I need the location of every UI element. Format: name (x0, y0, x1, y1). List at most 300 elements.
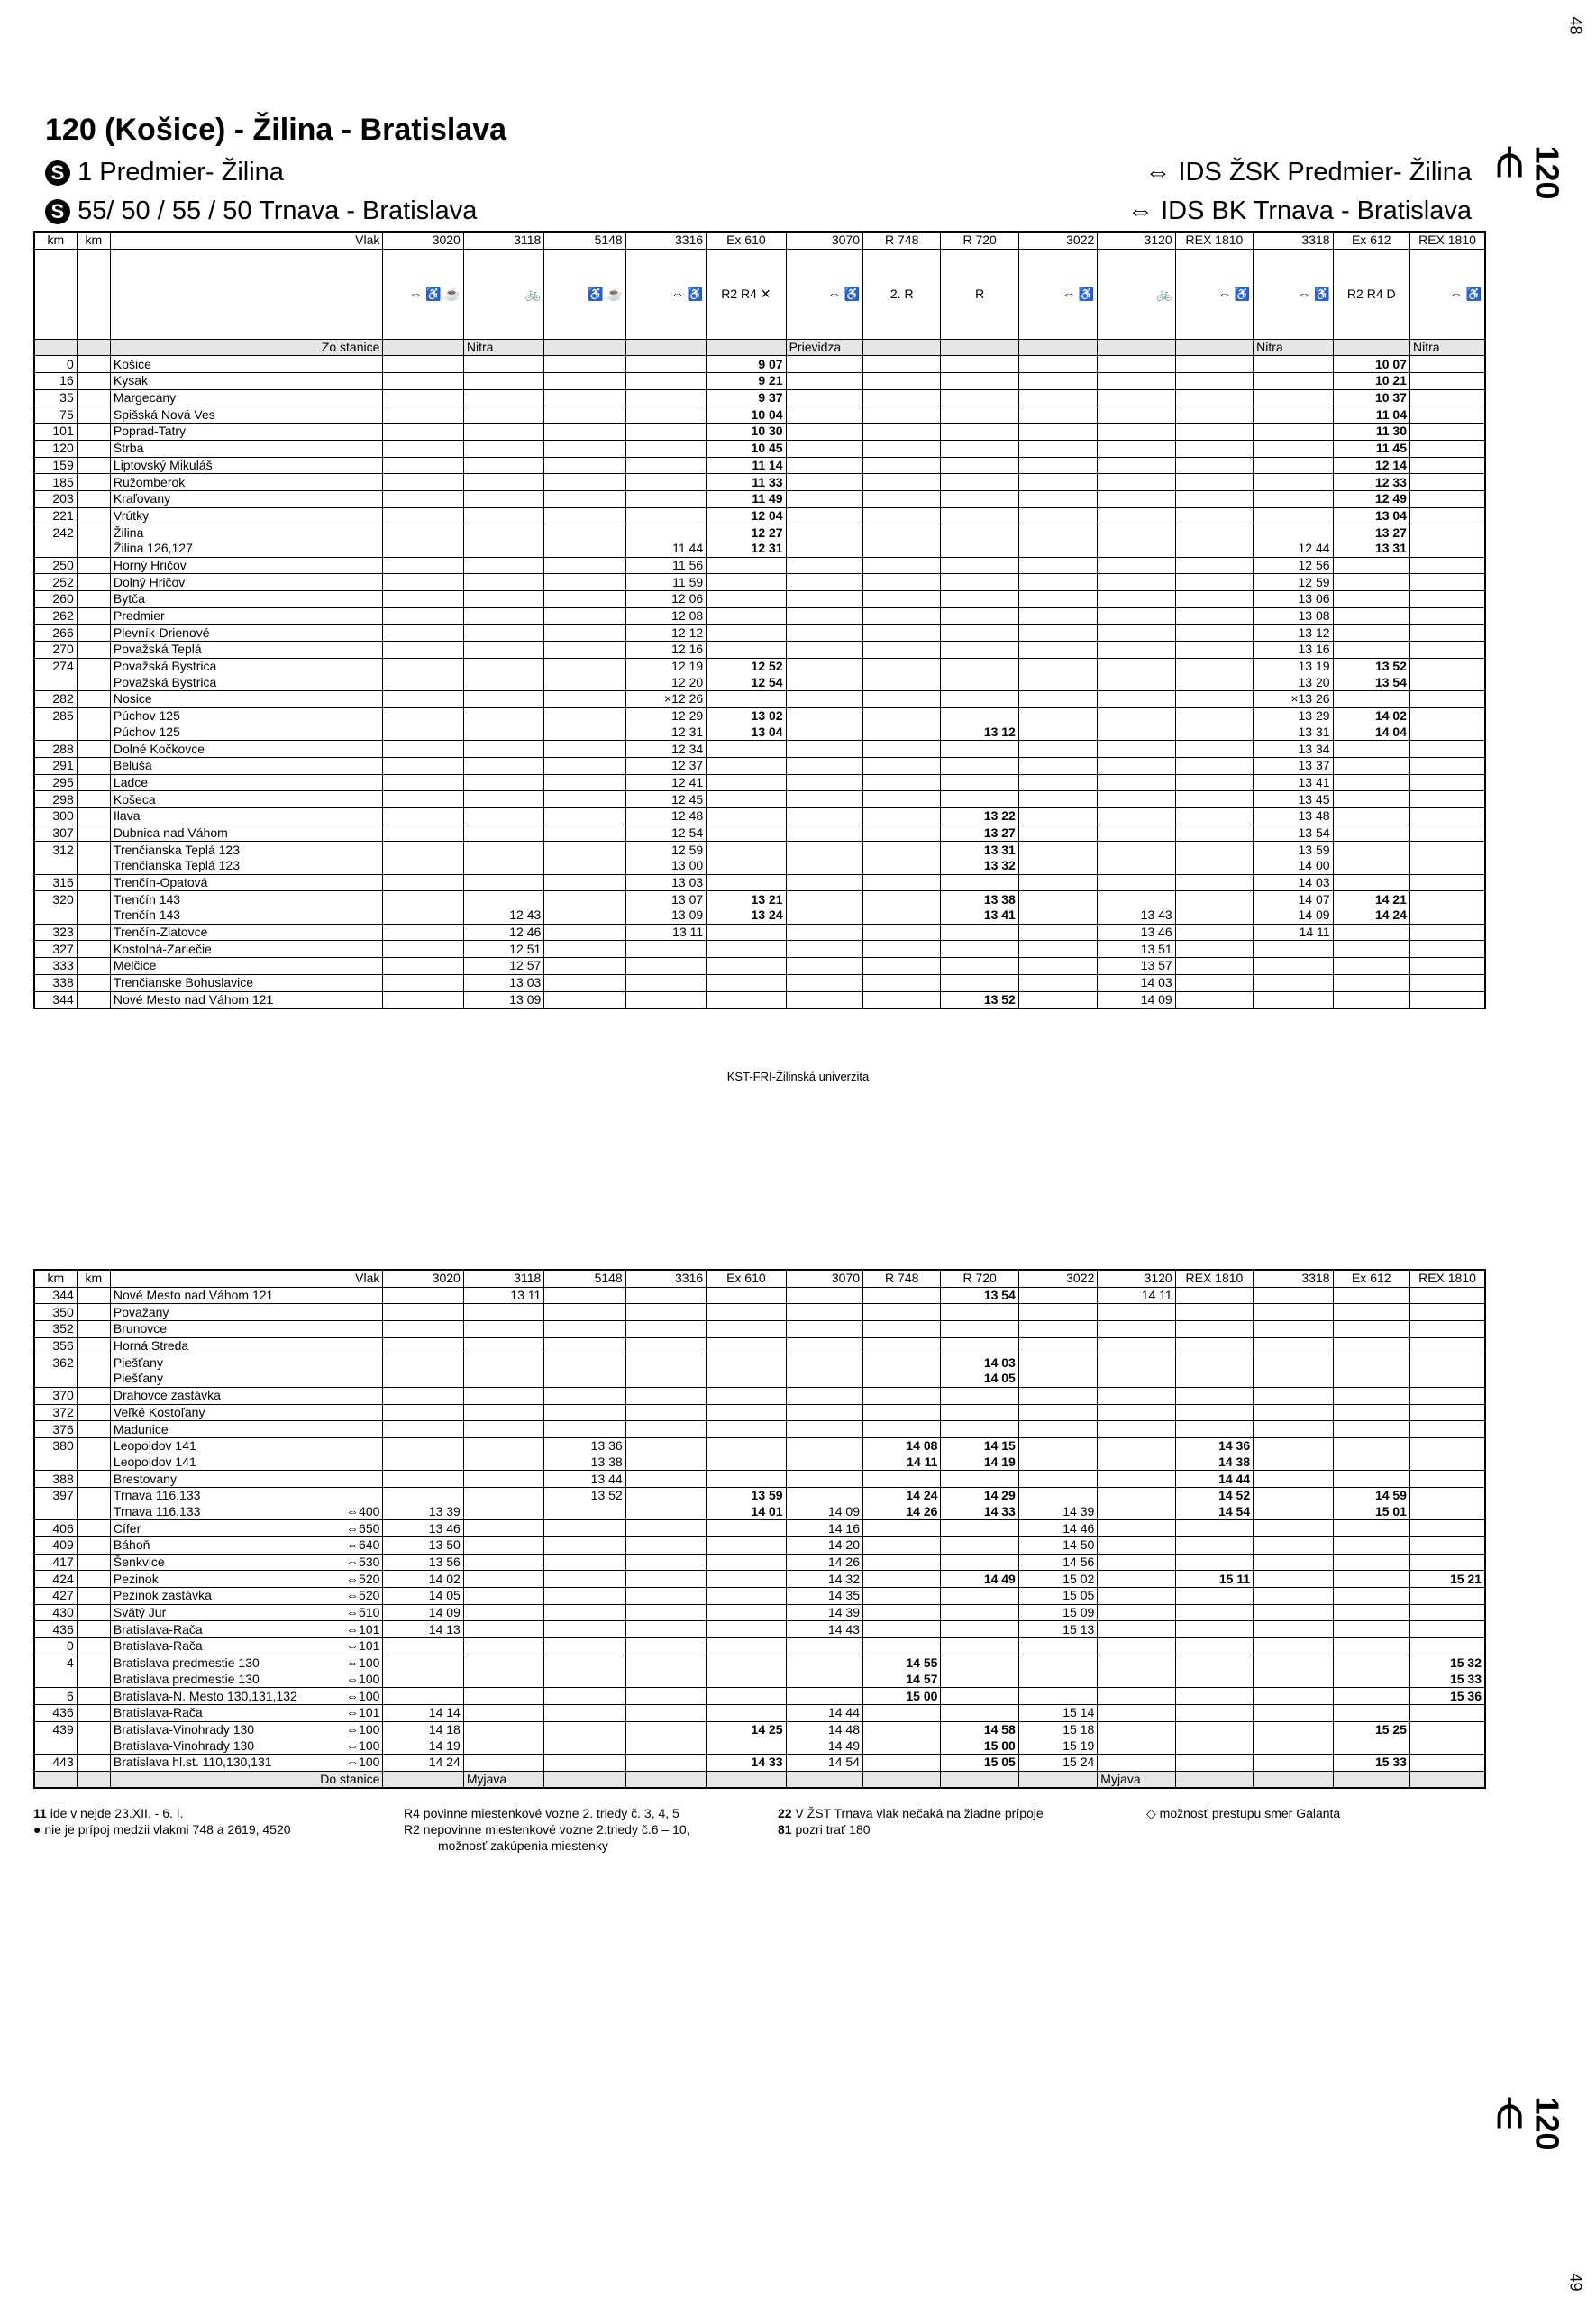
time-cell (383, 474, 463, 491)
time-cell (863, 891, 941, 907)
time-cell: 14 44 (786, 1704, 862, 1721)
station-name (110, 1321, 383, 1338)
station-label: Bratislava-N. Mesto 130,131,132 (113, 1688, 297, 1703)
time-cell (863, 440, 941, 457)
station-label: Púchov 125 (113, 724, 180, 739)
time-cell: 12 48 (625, 807, 706, 825)
station-label: Šenkvice (113, 1555, 165, 1570)
time-cell (1409, 807, 1485, 825)
time-cell (1333, 1737, 1409, 1754)
time-cell (463, 1604, 543, 1621)
time-cell (1098, 1321, 1175, 1338)
table-row (34, 1621, 1485, 1638)
time-cell (383, 757, 463, 774)
time-cell (1018, 1404, 1097, 1421)
time-cell (1098, 607, 1175, 625)
time-cell: 13 44 (544, 1471, 625, 1488)
ids-code: ⇔100 (346, 1755, 380, 1770)
time-cell: 11 44 (625, 541, 706, 557)
time-cell: 15 25 (1333, 1721, 1409, 1737)
time-cell (941, 1421, 1018, 1438)
time-cell (544, 524, 625, 541)
time-cell (383, 974, 463, 991)
time-cell: 14 09 (383, 1604, 463, 1621)
station-name (110, 1287, 383, 1304)
time-cell (786, 474, 862, 491)
time-cell (707, 858, 786, 874)
time-cell (941, 457, 1018, 474)
ids-code: ⇔400 (346, 1503, 380, 1518)
time-cell (544, 958, 625, 975)
time-cell (863, 874, 941, 891)
km-cell: 409 (34, 1537, 77, 1555)
time-cell (544, 691, 625, 708)
time-cell: 15 24 (1018, 1754, 1097, 1771)
time-cell (463, 1737, 543, 1754)
time-cell (1333, 807, 1409, 825)
time-cell (1409, 907, 1485, 924)
time-cell (383, 1437, 463, 1454)
time-cell (625, 356, 706, 373)
header-cell: Vlak (110, 1270, 383, 1287)
time-cell (786, 842, 862, 858)
table-row (34, 373, 1485, 390)
time-cell: 13 41 (1254, 774, 1333, 791)
time-cell (463, 1471, 543, 1488)
time-cell: 13 31 (1254, 725, 1333, 741)
station-label: Kysak (113, 373, 149, 388)
station-label: Trenčín-Opatová (113, 875, 208, 890)
table-row (34, 858, 1485, 874)
time-cell: 14 20 (786, 1537, 862, 1555)
time-cell (863, 958, 941, 975)
ids-code: ⇔510 (346, 1605, 380, 1620)
time-cell: 14 32 (786, 1571, 862, 1588)
time-cell (1018, 356, 1097, 373)
time-cell (463, 874, 543, 891)
time-cell (383, 1471, 463, 1488)
time-cell (1254, 1638, 1333, 1655)
time-cell (1333, 607, 1409, 625)
time-cell (625, 1655, 706, 1671)
time-cell (463, 774, 543, 791)
time-cell (1018, 991, 1097, 1008)
km-cell-2 (77, 507, 110, 524)
time-cell (1409, 507, 1485, 524)
time-cell (1333, 642, 1409, 659)
time-cell (463, 1421, 543, 1438)
station-name (110, 691, 383, 708)
table-row (34, 1287, 1485, 1304)
km-cell: 221 (34, 507, 77, 524)
time-cell (1098, 1604, 1175, 1621)
km-cell: 266 (34, 625, 77, 642)
time-cell (707, 974, 786, 991)
time-cell (1018, 1437, 1097, 1454)
km-cell: 285 (34, 707, 77, 724)
station-name (110, 1638, 383, 1655)
time-cell: 13 07 (625, 891, 706, 907)
time-cell (1098, 356, 1175, 373)
time-cell (863, 524, 941, 541)
time-cell (544, 557, 625, 574)
km-cell: 0 (34, 1638, 77, 1655)
station-name (110, 1754, 383, 1771)
km-cell: 352 (34, 1321, 77, 1338)
km-cell (34, 1504, 77, 1520)
time-cell (625, 1487, 706, 1503)
time-cell (1098, 1721, 1175, 1737)
km-cell-2 (77, 1688, 110, 1705)
km-cell-2 (77, 1321, 110, 1338)
time-cell: 12 49 (1333, 490, 1409, 507)
time-cell (544, 457, 625, 474)
time-cell (786, 406, 862, 424)
time-cell: 14 16 (786, 1520, 862, 1537)
time-cell: 14 08 (863, 1437, 941, 1454)
time-cell (463, 524, 543, 541)
station-name (110, 490, 383, 507)
time-cell (1098, 557, 1175, 574)
time-cell (383, 858, 463, 874)
time-cell (383, 941, 463, 958)
table-row (34, 991, 1485, 1008)
table-row (34, 974, 1485, 991)
station-label: Bratislava-Vinohrady 130 (113, 1721, 255, 1737)
time-cell: 15 11 (1175, 1571, 1253, 1588)
table-row (34, 406, 1485, 424)
time-cell (941, 406, 1018, 424)
time-cell (1409, 1754, 1485, 1771)
header-cell: 3120 (1098, 232, 1175, 249)
time-cell: 12 31 (625, 725, 706, 741)
station-label: Piešťany (113, 1354, 163, 1370)
time-cell (1175, 1387, 1253, 1404)
km-cell (34, 858, 77, 874)
time-cell: 13 08 (1254, 607, 1333, 625)
time-cell (786, 707, 862, 724)
table-row (34, 642, 1485, 659)
time-cell (863, 907, 941, 924)
km-cell: 312 (34, 842, 77, 858)
table-row (34, 691, 1485, 708)
time-cell (863, 1304, 941, 1321)
time-cell (707, 1421, 786, 1438)
station-label: Horný Hričov (113, 557, 187, 572)
time-cell: 12 59 (1254, 574, 1333, 591)
time-cell (1409, 424, 1485, 441)
time-cell (863, 1537, 941, 1555)
time-cell (1175, 941, 1253, 958)
time-cell (625, 1337, 706, 1354)
time-cell (1409, 691, 1485, 708)
header-cell: Ex 610 (707, 1270, 786, 1287)
time-cell (1333, 874, 1409, 891)
time-cell (383, 607, 463, 625)
time-cell (1175, 1655, 1253, 1671)
time-cell (544, 842, 625, 858)
time-cell: 13 03 (463, 974, 543, 991)
table-row (34, 791, 1485, 808)
time-cell (383, 1421, 463, 1438)
time-cell: 14 11 (1098, 1287, 1175, 1304)
time-cell (863, 507, 941, 524)
time-cell: 10 30 (707, 424, 786, 441)
station-name (110, 674, 383, 690)
time-cell: 14 57 (863, 1672, 941, 1688)
time-cell: 15 32 (1409, 1655, 1485, 1671)
time-cell (1175, 707, 1253, 724)
station-label: Bratislava predmestie 130 (113, 1671, 260, 1686)
time-cell (941, 507, 1018, 524)
time-cell (544, 791, 625, 808)
time-cell (1098, 1421, 1175, 1438)
time-cell (544, 1655, 625, 1671)
time-cell (1175, 591, 1253, 608)
time-cell (1175, 858, 1253, 874)
time-cell (544, 389, 625, 406)
station-name (110, 1737, 383, 1754)
time-cell (544, 1604, 625, 1621)
time-cell: 13 29 (1254, 707, 1333, 724)
km-cell-2 (77, 807, 110, 825)
time-cell (707, 874, 786, 891)
time-cell (1018, 1487, 1097, 1503)
station-name (110, 541, 383, 557)
time-cell (1175, 490, 1253, 507)
time-cell (544, 658, 625, 674)
time-cell: 9 37 (707, 389, 786, 406)
time-cell (383, 1304, 463, 1321)
km-cell-2 (77, 1571, 110, 1588)
time-cell (1409, 1304, 1485, 1321)
station-label: Dolný Hričov (113, 574, 186, 589)
time-cell (463, 373, 543, 390)
time-cell (1409, 591, 1485, 608)
time-cell: 14 24 (863, 1487, 941, 1503)
km-cell (34, 1454, 77, 1471)
station-label: Nosice (113, 691, 152, 707)
time-cell: 13 32 (941, 858, 1018, 874)
time-cell: 13 03 (625, 874, 706, 891)
time-cell (1018, 707, 1097, 724)
time-cell (383, 658, 463, 674)
km-cell (34, 674, 77, 690)
km-cell: 443 (34, 1754, 77, 1771)
station-name (110, 591, 383, 608)
time-cell (383, 524, 463, 541)
time-cell (707, 924, 786, 941)
time-cell (707, 591, 786, 608)
time-cell (544, 1754, 625, 1771)
time-cell (1098, 457, 1175, 474)
time-cell: 14 01 (707, 1504, 786, 1520)
time-cell (707, 1471, 786, 1488)
time-cell (786, 757, 862, 774)
time-cell (1409, 1437, 1485, 1454)
station-name (110, 607, 383, 625)
time-cell (1175, 924, 1253, 941)
time-cell (1175, 725, 1253, 741)
time-cell (1098, 691, 1175, 708)
time-cell: 12 27 (707, 524, 786, 541)
time-cell (1098, 658, 1175, 674)
km-cell: 300 (34, 807, 77, 825)
time-cell (863, 991, 941, 1008)
station-label: Melčice (113, 958, 157, 973)
time-cell (544, 1354, 625, 1371)
station-name (110, 1537, 383, 1555)
time-cell (1098, 774, 1175, 791)
time-cell (1333, 757, 1409, 774)
km-cell-2 (77, 1754, 110, 1771)
time-cell (786, 725, 862, 741)
table-row (34, 524, 1485, 541)
time-cell (463, 1672, 543, 1688)
time-cell (463, 1621, 543, 1638)
station-name (110, 658, 383, 674)
time-cell (1333, 1588, 1409, 1605)
time-cell (463, 1754, 543, 1771)
station-label: Báhoň (113, 1537, 150, 1553)
time-cell: 14 54 (1175, 1504, 1253, 1520)
time-cell (1254, 1354, 1333, 1371)
station-name (110, 1437, 383, 1454)
time-cell (625, 457, 706, 474)
table-row (34, 1704, 1485, 1721)
station-name (110, 1520, 383, 1537)
time-cell (863, 642, 941, 659)
time-cell (1098, 1537, 1175, 1555)
time-cell (1098, 1354, 1175, 1371)
time-cell (941, 924, 1018, 941)
time-cell: 14 49 (786, 1737, 862, 1754)
ids-code: ⇔101 (346, 1638, 380, 1654)
time-cell (863, 658, 941, 674)
time-cell (1098, 1588, 1175, 1605)
time-cell (544, 356, 625, 373)
time-cell (544, 591, 625, 608)
time-cell (544, 1704, 625, 1721)
time-cell (941, 373, 1018, 390)
time-cell (1175, 1688, 1253, 1705)
time-cell (463, 1721, 543, 1737)
time-cell (941, 741, 1018, 758)
station-label: Leopoldov 141 (113, 1454, 196, 1469)
s-train-icon: S (45, 160, 70, 186)
km-cell: 307 (34, 825, 77, 842)
ids-code: ⇔100 (346, 1688, 380, 1703)
time-cell (707, 842, 786, 858)
time-cell (1018, 842, 1097, 858)
time-cell (786, 958, 862, 975)
time-cell (383, 591, 463, 608)
time-cell (1018, 607, 1097, 625)
time-cell (707, 1304, 786, 1321)
station-name (110, 825, 383, 842)
station-name (110, 874, 383, 891)
time-cell (1175, 356, 1253, 373)
time-cell (707, 691, 786, 708)
km-cell-2 (77, 389, 110, 406)
time-cell (463, 557, 543, 574)
time-cell (625, 1588, 706, 1605)
time-cell: 14 38 (1175, 1454, 1253, 1471)
km-cell-2 (77, 791, 110, 808)
ids-code: ⇔100 (346, 1721, 380, 1737)
time-cell (707, 825, 786, 842)
time-cell (863, 557, 941, 574)
header-cell: REX 1810 (1175, 1270, 1253, 1287)
time-cell (1175, 457, 1253, 474)
time-cell (863, 1371, 941, 1387)
time-cell (625, 1287, 706, 1304)
station-label: Štrba (113, 441, 144, 456)
station-label: Trenčín-Zlatovce (113, 925, 208, 940)
time-cell (786, 1688, 862, 1705)
time-cell (1254, 1655, 1333, 1671)
time-cell (1175, 807, 1253, 825)
time-cell: 14 02 (383, 1571, 463, 1588)
time-cell: 12 51 (463, 941, 543, 958)
time-cell (1333, 941, 1409, 958)
time-cell (625, 373, 706, 390)
table-row (34, 1504, 1485, 1520)
time-cell: 12 06 (625, 591, 706, 608)
time-cell (1333, 1672, 1409, 1688)
time-cell (383, 373, 463, 390)
time-cell (941, 707, 1018, 724)
time-cell (1098, 490, 1175, 507)
time-cell (707, 1655, 786, 1671)
time-cell (941, 440, 1018, 457)
time-cell (863, 1387, 941, 1404)
time-cell (463, 642, 543, 659)
time-cell (383, 707, 463, 724)
time-cell (1098, 1688, 1175, 1705)
time-cell (1409, 1421, 1485, 1438)
header-cell: R 720 (941, 232, 1018, 249)
time-cell (1098, 1704, 1175, 1721)
time-cell (383, 389, 463, 406)
time-cell (383, 907, 463, 924)
table-row (34, 924, 1485, 941)
station-label: Bytča (113, 591, 145, 606)
time-cell (1333, 1404, 1409, 1421)
time-cell (544, 507, 625, 524)
time-cell (463, 741, 543, 758)
footnote-5: možnosť zakúpenia miestenky (438, 1838, 608, 1853)
km-cell: 388 (34, 1471, 77, 1488)
time-cell: 14 05 (383, 1588, 463, 1605)
time-cell (625, 389, 706, 406)
time-cell (1409, 607, 1485, 625)
time-cell (463, 457, 543, 474)
time-cell (941, 591, 1018, 608)
time-cell (1018, 406, 1097, 424)
time-cell: 14 09 (1098, 991, 1175, 1008)
km-cell-2 (77, 541, 110, 557)
time-cell (625, 1304, 706, 1321)
time-cell (1098, 825, 1175, 842)
time-cell (1175, 389, 1253, 406)
station-label: Leopoldov 141 (113, 1438, 196, 1454)
time-cell (1175, 1754, 1253, 1771)
time-cell (1175, 658, 1253, 674)
time-cell (1409, 924, 1485, 941)
time-cell (786, 1287, 862, 1304)
time-cell (1018, 541, 1097, 557)
